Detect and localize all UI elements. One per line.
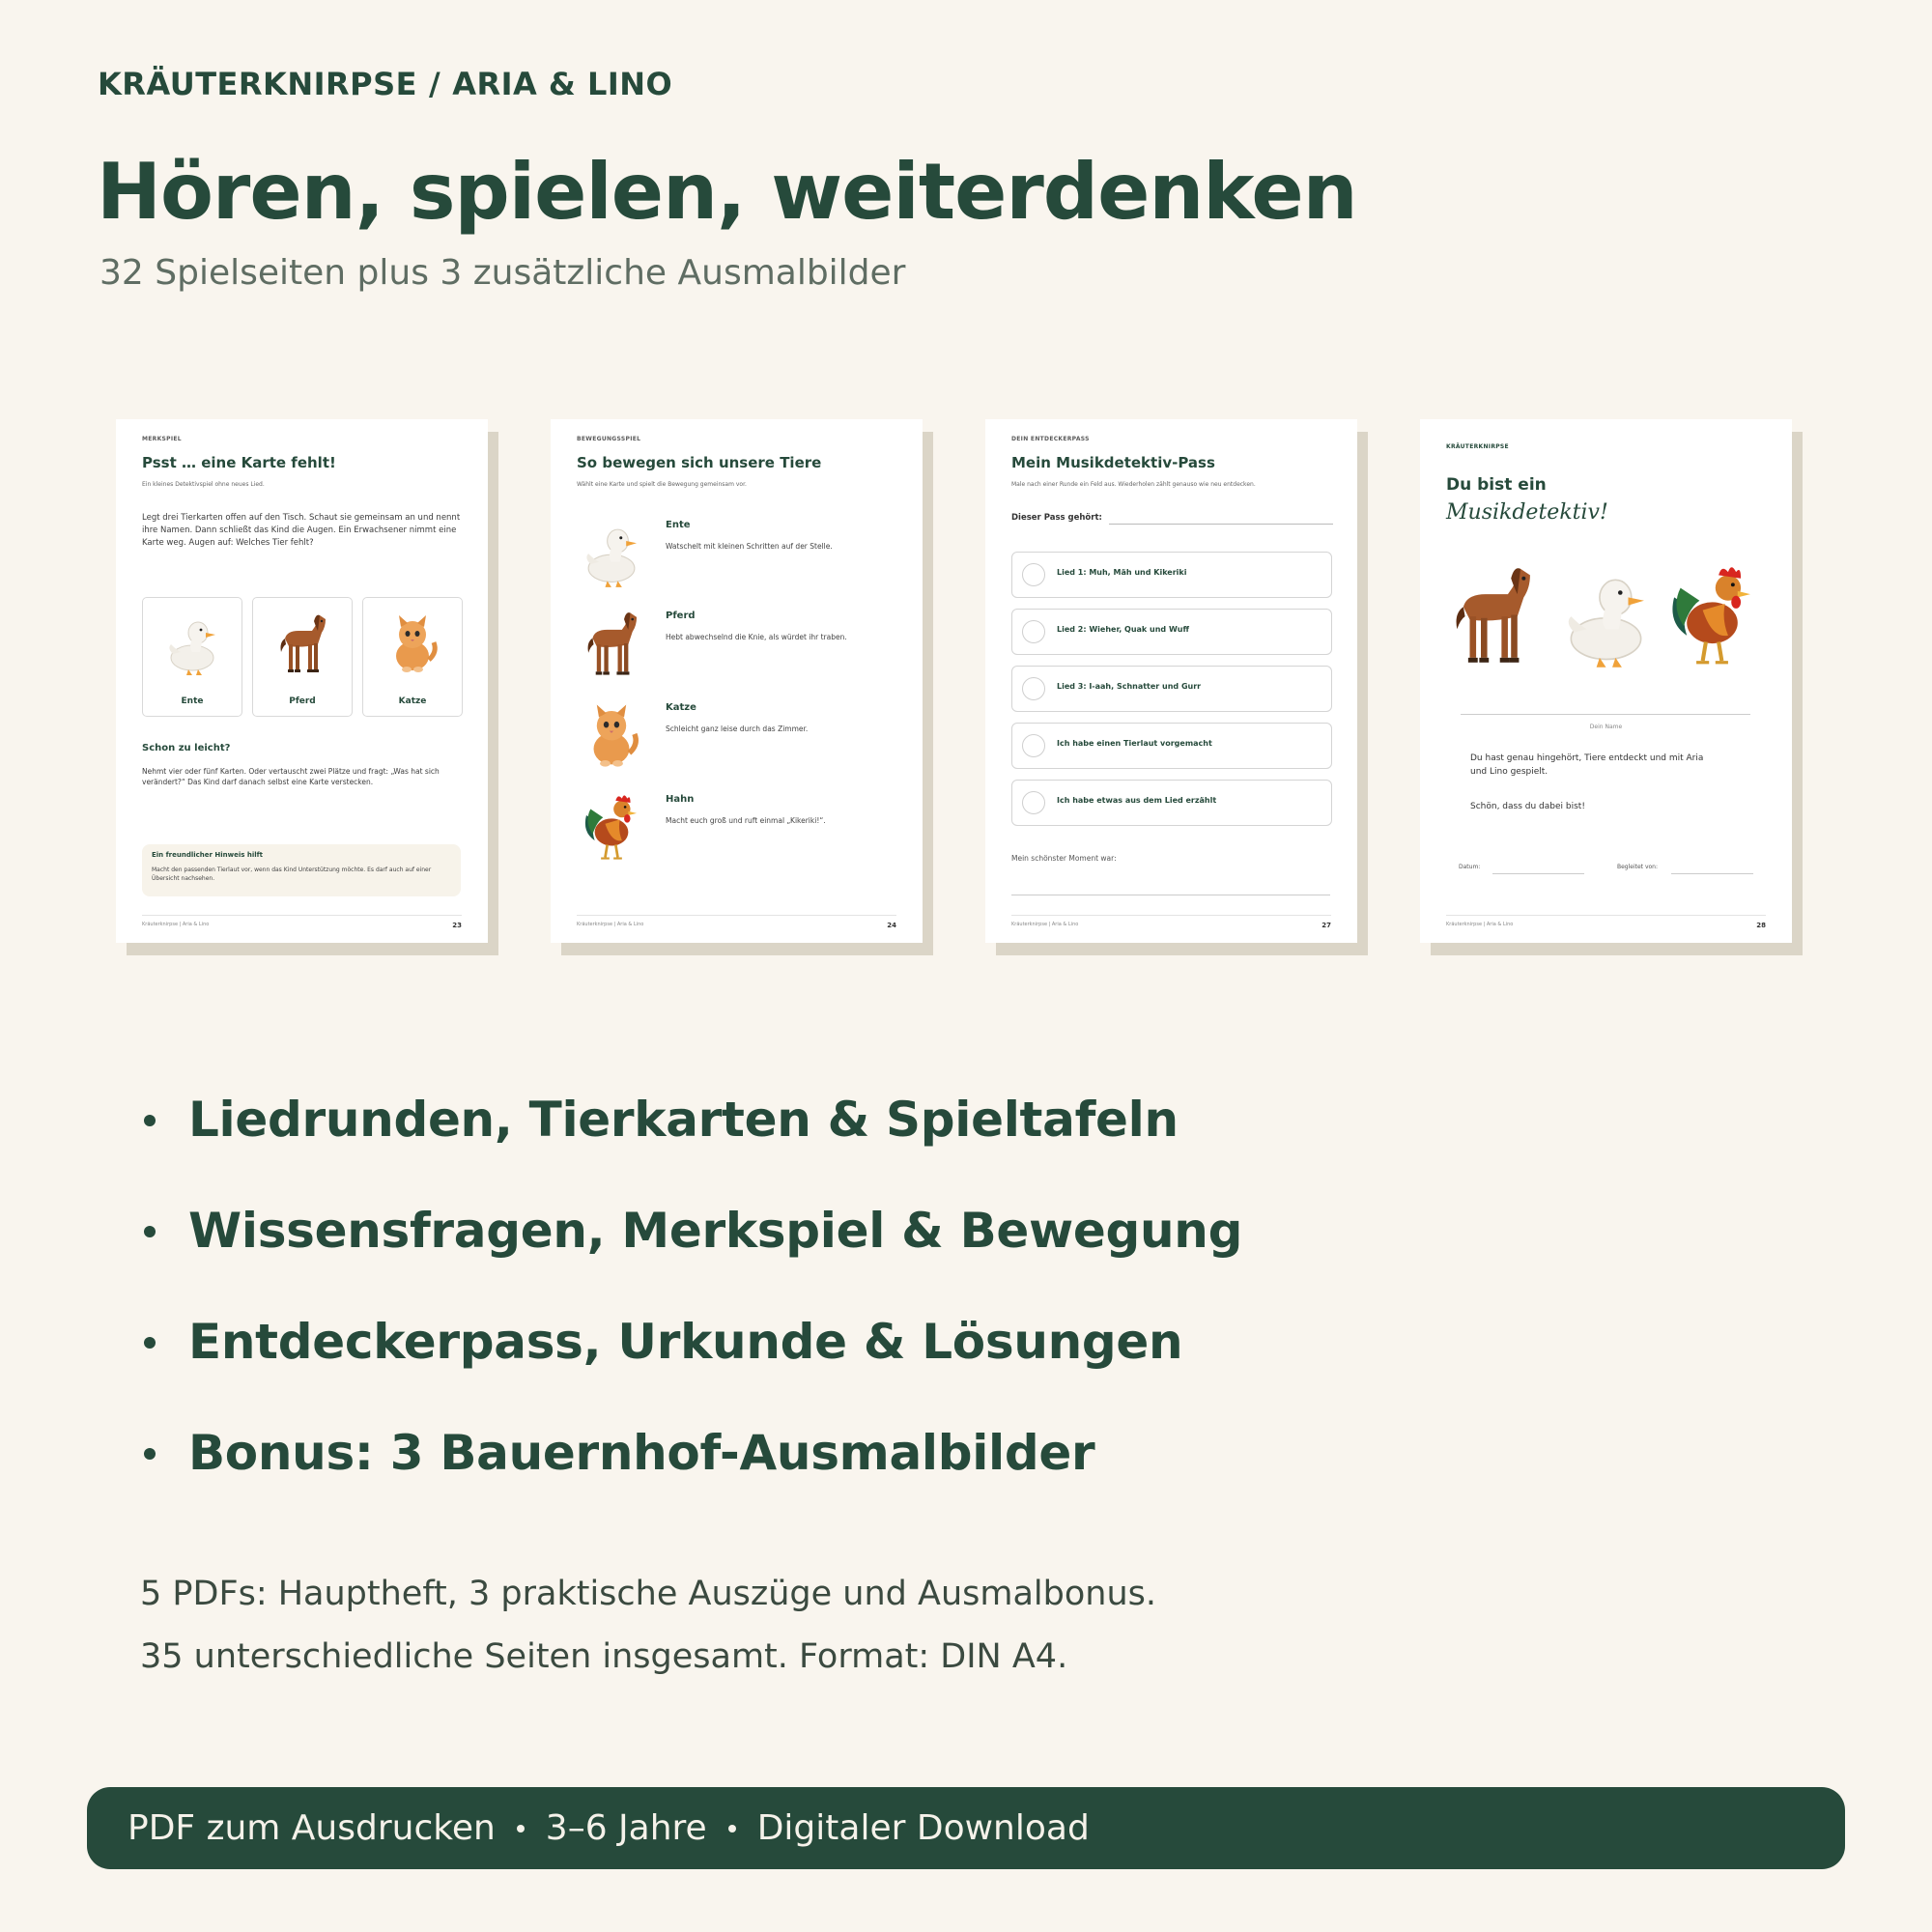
rooster-illustration	[577, 790, 646, 864]
feature-item	[140, 1304, 1242, 1415]
movement-row-hahn	[577, 790, 895, 866]
page-title: Mein Musikdetektiv-Pass	[1011, 454, 1215, 471]
bottom-info-bar	[87, 1787, 1845, 1869]
card-label: Pferd	[289, 696, 316, 706]
page-sheet	[985, 419, 1357, 943]
feature-item	[140, 1193, 1242, 1304]
section-title: Schon zu leicht?	[142, 743, 231, 753]
footer-text: Kräuterknirpse | Aria & Lino	[1446, 922, 1514, 927]
moment-label: Mein schönster Moment war:	[1011, 854, 1117, 863]
movement-name: Ente	[666, 520, 691, 530]
page-title: Psst … eine Karte fehlt!	[142, 454, 336, 471]
certificate-closing: Schön, dass du dabei bist!	[1470, 802, 1585, 811]
pass-item	[1011, 723, 1332, 769]
page-sheet	[551, 419, 923, 943]
card-label: Ente	[181, 696, 204, 706]
name-caption: Dein Name	[1589, 724, 1623, 730]
feature-text: Wissensfragen, Merkspiel & Bewegung	[188, 1203, 1243, 1259]
horse-illustration	[1441, 559, 1543, 670]
headline: Hören, spielen, weiterdenken	[97, 147, 1357, 237]
page-kicker: DEIN ENTDECKERPASS	[1011, 436, 1090, 442]
footer-text: Kräuterknirpse | Aria & Lino	[577, 922, 644, 927]
movement-name: Katze	[666, 702, 696, 713]
page-subtitle: Wählt eine Karte und spielt die Bewegung gemeinsam vor.	[577, 481, 747, 488]
info-line-pages: 35 unterschiedliche Seiten insgesamt. Format: DIN A4.	[140, 1637, 1068, 1676]
page-footer	[1011, 915, 1331, 929]
page-subtitle: Male nach einer Runde ein Feld aus. Wiederholen zählt genauso wie neu entdecken.	[1011, 481, 1256, 488]
companion-label: Begleitet von:	[1617, 864, 1658, 870]
animal-card-ente	[142, 597, 242, 717]
pass-item	[1011, 780, 1332, 826]
info-line-files: 5 PDFs: Hauptheft, 3 praktische Auszüge und Ausmalbonus.	[140, 1575, 1156, 1613]
cat-illustration	[577, 698, 646, 772]
brand-characters: ARIA & LINO	[452, 66, 673, 102]
pass-item-label: Lied 3: I-aah, Schnatter und Gurr	[1057, 682, 1202, 691]
feature-text: Entdeckerpass, Urkunde & Lösungen	[188, 1314, 1183, 1370]
brand-name: KRÄUTERKNIRPSE	[98, 66, 418, 102]
bar-item-download: Digitaler Download	[756, 1808, 1090, 1848]
brand-separator: /	[429, 66, 441, 102]
pass-item	[1011, 552, 1332, 598]
page-number: 23	[452, 922, 462, 929]
feature-item	[140, 1415, 1242, 1526]
page-number: 27	[1321, 922, 1331, 929]
duck-illustration	[1555, 559, 1657, 670]
page-sheet	[1420, 419, 1792, 943]
animal-card-katze	[362, 597, 463, 717]
movement-desc: Hebt abwechselnd die Knie, als würdet ihr traben.	[666, 633, 847, 641]
feature-list	[140, 1082, 1242, 1526]
companion-line	[1671, 873, 1753, 874]
page-footer	[1446, 915, 1766, 929]
certificate-text: Du hast genau hingehört, Tiere entdeckt und mit Aria und Lino gespielt.	[1470, 753, 1704, 777]
bar-item-print: PDF zum Ausdrucken	[128, 1808, 496, 1848]
pass-item-label: Lied 1: Muh, Mäh und Kikeriki	[1057, 568, 1187, 577]
brand-line	[98, 66, 672, 102]
page-title: So bewegen sich unsere Tiere	[577, 454, 822, 471]
page-subtitle: Ein kleines Detektivspiel ohne neues Lied.	[142, 481, 265, 488]
certificate-brand: KRÄUTERKNIRPSE	[1446, 443, 1509, 450]
date-label: Datum:	[1459, 864, 1481, 870]
cat-illustration	[384, 610, 441, 677]
feature-text: Bonus: 3 Bauernhof-Ausmalbilder	[188, 1425, 1095, 1481]
movement-name: Hahn	[666, 794, 695, 805]
check-circle-icon	[1022, 734, 1045, 757]
duck-illustration	[163, 610, 221, 677]
preview-page-urkunde	[1420, 419, 1792, 943]
bar-item-age: 3–6 Jahre	[545, 1808, 707, 1848]
date-line	[1492, 873, 1584, 874]
check-circle-icon	[1022, 677, 1045, 700]
hint-title: Ein freundlicher Hinweis hilft	[152, 851, 264, 859]
movement-desc: Schleicht ganz leise durch das Zimmer.	[666, 724, 809, 733]
feature-item	[140, 1082, 1242, 1193]
pass-item-label: Ich habe etwas aus dem Lied erzählt	[1057, 796, 1217, 805]
check-circle-icon	[1022, 563, 1045, 586]
hint-box	[142, 844, 461, 896]
horse-illustration	[577, 607, 646, 680]
bullet-icon	[144, 1226, 156, 1237]
movement-row-ente	[577, 516, 895, 591]
pass-item-label: Lied 2: Wieher, Quak und Wuff	[1057, 625, 1189, 634]
preview-page-merkspiel	[116, 419, 488, 943]
check-circle-icon	[1022, 620, 1045, 643]
page-sheet	[116, 419, 488, 943]
section-text: Nehmt vier oder fünf Karten. Oder vertauscht zwei Plätze und fragt: „Was hat sich verändert?“ Das Kind darf danach selbst eine Karte verstecken.	[142, 767, 440, 787]
horse-illustration	[273, 610, 331, 677]
page-intro: Legt drei Tierkarten offen auf den Tisch. Schaut sie gemeinsam an und nennt ihre Namen. Dann schließt das Kind die Augen. Ein Erwachsener nimmt eine Karte weg. Augen auf: Welches Tier fehlt?	[142, 513, 461, 548]
certificate-title-accent: Musikdetektiv!	[1446, 500, 1608, 525]
owner-line	[1109, 524, 1333, 525]
movement-row-pferd	[577, 607, 895, 682]
preview-page-pass	[985, 419, 1357, 943]
animal-card-pferd	[252, 597, 353, 717]
bar-separator-icon	[517, 1825, 525, 1833]
feature-text: Liedrunden, Tierkarten & Spieltafeln	[188, 1092, 1179, 1148]
duck-illustration	[577, 516, 646, 589]
footer-text: Kräuterknirpse | Aria & Lino	[142, 922, 210, 927]
page-footer	[577, 915, 896, 929]
page-number: 28	[1756, 922, 1766, 929]
footer-text: Kräuterknirpse | Aria & Lino	[1011, 922, 1079, 927]
pass-item-label: Ich habe einen Tierlaut vorgemacht	[1057, 739, 1212, 748]
bullet-icon	[144, 1115, 156, 1126]
subheadline: 32 Spielseiten plus 3 zusätzliche Ausmalbilder	[99, 253, 906, 293]
movement-name: Pferd	[666, 611, 696, 621]
hint-text: Macht den passenden Tierlaut vor, wenn das Kind Unterstützung möchte. Es darf auch auf einer Übersicht nachsehen.	[152, 867, 432, 882]
page-footer	[142, 915, 462, 929]
movement-desc: Watschelt mit kleinen Schritten auf der Stelle.	[666, 542, 833, 551]
name-line	[1461, 714, 1750, 715]
certificate-title: Du bist ein	[1446, 475, 1547, 495]
movement-row-katze	[577, 698, 895, 774]
preview-page-bewegung	[551, 419, 923, 943]
pass-item	[1011, 609, 1332, 655]
page-kicker: MERKSPIEL	[142, 436, 182, 442]
pass-item	[1011, 666, 1332, 712]
owner-label: Dieser Pass gehört:	[1011, 513, 1102, 523]
rooster-illustration	[1662, 559, 1763, 670]
bullet-icon	[144, 1448, 156, 1460]
movement-desc: Macht euch groß und ruft einmal „Kikeriki!“.	[666, 816, 826, 825]
bar-separator-icon	[728, 1825, 736, 1833]
bullet-icon	[144, 1337, 156, 1349]
card-label: Katze	[398, 696, 427, 706]
page-kicker: BEWEGUNGSSPIEL	[577, 436, 641, 442]
check-circle-icon	[1022, 791, 1045, 814]
page-number: 24	[887, 922, 896, 929]
